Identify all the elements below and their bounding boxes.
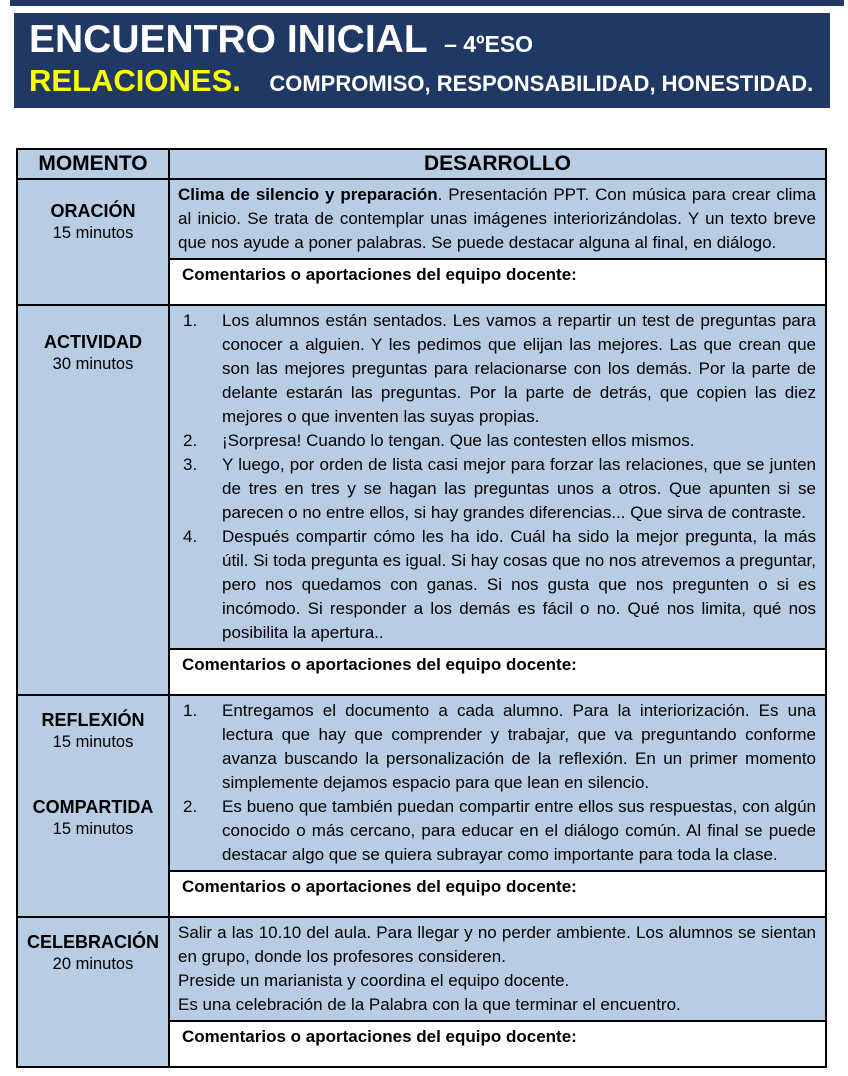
comment-cell bbox=[169, 259, 826, 305]
row-celebracion bbox=[17, 917, 826, 1021]
content-cell-oracion bbox=[169, 179, 826, 259]
momento-block bbox=[18, 331, 168, 375]
momento-duration: 15 minutos bbox=[52, 733, 134, 751]
header-banner bbox=[14, 13, 830, 108]
page-title: ENCUENTRO INICIAL bbox=[29, 18, 428, 61]
momento-cell-celebracion bbox=[17, 917, 169, 1067]
list-number: 2. bbox=[183, 431, 198, 450]
momento-cell-oracion bbox=[17, 179, 169, 305]
momento-block bbox=[18, 931, 168, 975]
content-cell-celebracion bbox=[169, 917, 826, 1021]
momento-block bbox=[18, 796, 168, 840]
list-item bbox=[178, 795, 816, 867]
list-number: 1. bbox=[183, 701, 198, 720]
comment-label: Comentarios o aportaciones del equipo docente: bbox=[182, 1027, 577, 1046]
comment-label: Comentarios o aportaciones del equipo docente: bbox=[182, 877, 577, 896]
momento-duration: 15 minutos bbox=[52, 820, 134, 838]
list-text: Y luego, por orden de lista casi mejor para forzar las relaciones, que se junten de tres en tres y se hagan las preguntas unos a otros. Que apunten si se parecen o no entre ellos, si hay grandes diferencias... Que sirva de contraste. bbox=[222, 455, 816, 522]
momento-duration: 15 minutos bbox=[52, 224, 134, 242]
subtitle-highlight: RELACIONES. bbox=[29, 63, 241, 98]
comment-label: Comentarios o aportaciones del equipo docente: bbox=[182, 265, 577, 284]
content-paragraph: Salir a las 10.10 del aula. Para llegar y no perder ambiente. Los alumnos se sientan en grupo, donde los profesores consideren. bbox=[178, 923, 816, 966]
list-item bbox=[178, 453, 816, 525]
momento-title: CELEBRACIÓN bbox=[26, 932, 159, 952]
row-actividad bbox=[17, 305, 826, 649]
momento-cell-actividad bbox=[17, 305, 169, 695]
momento-title: ORACIÓN bbox=[50, 201, 136, 221]
content-paragraph bbox=[178, 183, 816, 255]
list-text: Entregamos el documento a cada alumno. Para la interiorización. Es una lectura que hay que comprender y trabajar, que va preguntando conforme avanza buscando la personalización de la reflexión. En un primer momento simplemente dejamos espacio para que lean en silencio. bbox=[222, 701, 816, 792]
momento-block bbox=[18, 200, 168, 244]
banner-subtitle-line bbox=[29, 63, 820, 99]
subtitle-text: COMPROMISO, RESPONSABILIDAD, HONESTIDAD. bbox=[269, 71, 814, 96]
content-paragraph: Es una celebración de la Palabra con la que terminar el encuentro. bbox=[178, 995, 681, 1014]
list-text: Los alumnos están sentados. Les vamos a repartir un test de preguntas para conocer a alguien. Y les pedimos que elijan las mejores. Las que crean que son las mejores preguntas para relacionarse con los demás. Por la parte de delante estarán las preguntas. Por la parte de detrás, que copien las diez mejores o que inventen las suyas propias. bbox=[222, 311, 816, 426]
list-item bbox=[178, 309, 816, 429]
content-paragraph: Preside un marianista y coordina el equipo docente. bbox=[178, 971, 570, 990]
row-reflexion bbox=[17, 695, 826, 871]
momento-block bbox=[18, 709, 168, 753]
schedule-table bbox=[16, 148, 827, 1068]
list-number: 1. bbox=[183, 311, 198, 330]
row-oracion bbox=[17, 179, 826, 259]
list-number: 2. bbox=[183, 797, 198, 816]
momento-duration: 30 minutos bbox=[52, 355, 134, 373]
table-header-row bbox=[17, 149, 826, 179]
list-text: ¡Sorpresa! Cuando lo tengan. Que las contesten ellos mismos. bbox=[222, 431, 695, 450]
content-cell-reflexion bbox=[169, 695, 826, 871]
list-text: Es bueno que también puedan compartir entre ellos sus respuestas, con algún conocido o más cercano, para educar en el diálogo común. Al final se puede destacar algo que se quiera subrayar como importante para toda la clase. bbox=[222, 797, 816, 864]
list-text: Después compartir cómo les ha ido. Cuál ha sido la mejor pregunta, la más útil. Si toda pregunta es igual. Si hay cosas que no nos atrevemos a preguntar, pero nos quedamos con ganas. Si nos gusta que nos pregunten o si es incómodo. Si responder a los demás es fácil o no. Qué nos limita, qué nos posibilita la apertura.. bbox=[222, 527, 816, 642]
content-lead-bold: Clima de silencio y preparación bbox=[178, 185, 438, 204]
momento-duration: 20 minutos bbox=[52, 955, 134, 973]
list-number: 4. bbox=[183, 527, 198, 546]
top-strip bbox=[10, 0, 844, 6]
list-number: 3. bbox=[183, 455, 198, 474]
list-item bbox=[178, 699, 816, 795]
momento-title: REFLEXIÓN bbox=[41, 710, 145, 730]
comment-label: Comentarios o aportaciones del equipo docente: bbox=[182, 655, 577, 674]
list-item bbox=[178, 525, 816, 645]
comment-cell bbox=[169, 871, 826, 917]
comment-cell bbox=[169, 1021, 826, 1067]
momento-title: ACTIVIDAD bbox=[44, 332, 142, 352]
column-header-momento: MOMENTO bbox=[17, 149, 169, 179]
content-cell-actividad bbox=[169, 305, 826, 649]
banner-title-line bbox=[29, 18, 820, 62]
page-title-suffix: – 4ºESO bbox=[444, 31, 534, 57]
list-item bbox=[178, 429, 816, 453]
content-lead-rest: . Presentación PPT. Con música para crear clima al inicio. Se trata de contemplar unas imágenes interiorizándolas. Y un texto breve que nos ayude a poner palabras. Se puede destacar alguna al final, en diálogo. bbox=[178, 185, 817, 252]
momento-title: COMPARTIDA bbox=[32, 797, 154, 817]
momento-cell-reflexion bbox=[17, 695, 169, 917]
comment-cell bbox=[169, 649, 826, 695]
column-header-desarrollo: DESARROLLO bbox=[169, 149, 826, 179]
